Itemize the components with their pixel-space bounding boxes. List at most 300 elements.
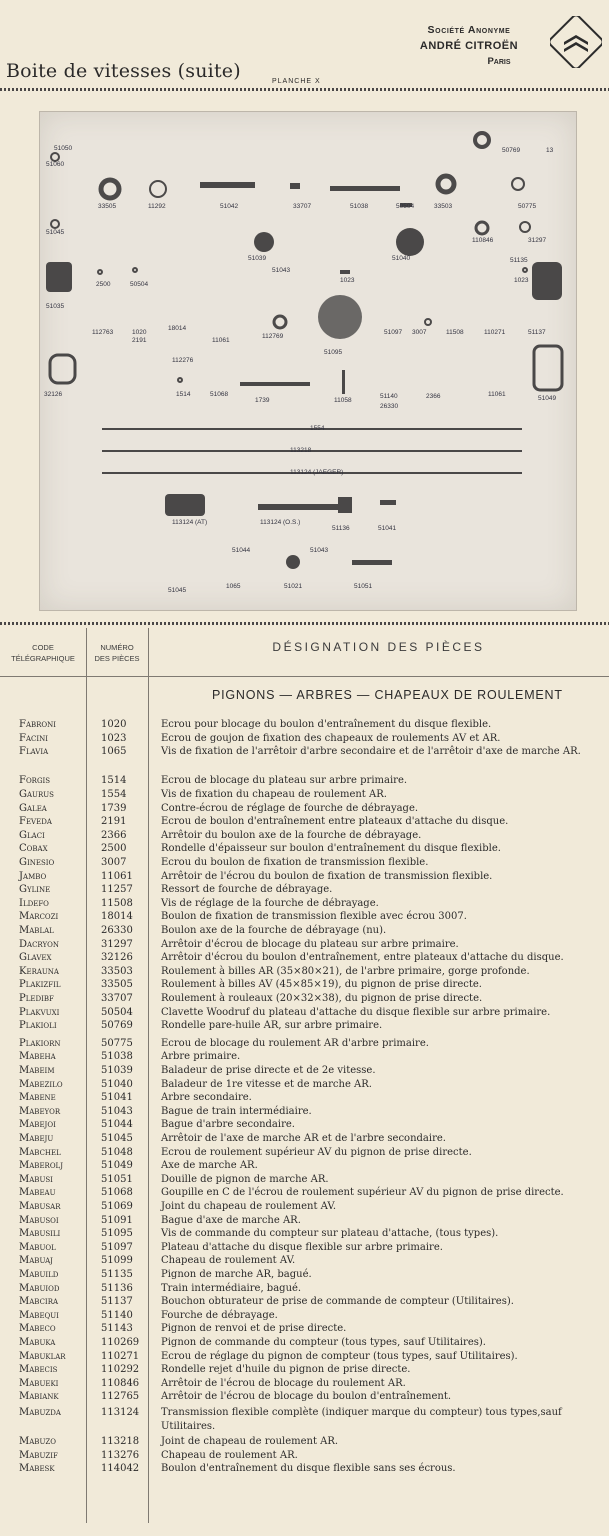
code-cell: Mabuaj [19,1255,53,1267]
part-number-cell: 50775 [101,1037,133,1049]
part-number-cell: 51137 [101,1296,133,1308]
designation-cell: Arrêtoir d'écrou de blocage du plateau sur arbre primaire. [161,938,459,950]
designation-cell: Vis de réglage de la fourche de débrayage. [161,897,379,909]
designation-cell: Vis de commande du compteur sur plateau d'attache, (tous types). [161,1228,499,1240]
table-row [0,1200,609,1214]
part-label: 51038 [350,203,369,210]
washer-shape [475,133,489,147]
designation-cell: Transmission flexible complète (indiquer marque du compteur) tous types,sauf Utilitaires. [161,1407,562,1432]
designation-cell: Arrêtoir de l'axe de marche AR et de l'arbre secondaire. [161,1133,446,1144]
designation-cell: Baladeur de 1re vitesse et de marche AR. [161,1078,372,1090]
washer-shape [476,222,488,234]
washer-shape [512,178,524,190]
part-label: 112276 [172,357,194,364]
part-number-cell: 51041 [101,1092,133,1104]
bushing-shape [338,497,352,513]
table-row [0,1019,609,1033]
designation-cell: Roulement à billes AR (35×80×21), de l'arbre primaire, gorge profonde. [161,965,530,977]
part-number-cell: 1023 [101,732,127,744]
part-number-cell: 51051 [101,1173,133,1185]
section-title: PIGNONS — ARBRES — CHAPEAUX DE ROULEMENT [212,688,563,702]
part-label: 2500 [96,281,111,288]
part-number-cell: 112765 [101,1391,140,1403]
code-cell: Mabcira [19,1296,59,1308]
table-row [0,910,609,924]
part-number-cell: 110271 [101,1350,140,1362]
page-title: Boite de vitesses (suite) [6,60,241,82]
designation-cell: Train intermédiaire, bagué. [161,1282,302,1294]
code-cell: Mabequi [19,1309,59,1321]
table-row [0,1037,609,1051]
code-cell: Mabusar [19,1201,61,1212]
part-label: 51044 [232,547,251,554]
designation-cell: Ecrou de blocage du plateau sur arbre primaire. [161,775,408,787]
code-cell: Glavex [19,952,52,964]
header-rule [0,676,609,677]
code-cell: Dacryon [19,938,59,950]
designation-cell: Pignon de commande du compteur (tous types, sauf Utilitaires). [161,1337,486,1348]
nut-shape [290,183,300,189]
part-label: 11058 [334,397,352,404]
designation-cell: Ecrou de goujon de fixation des chapeaux de roulements AV et AR. [161,732,501,744]
parts-illustration [40,112,576,610]
code-cell: Mabusi [19,1173,53,1185]
table-row [0,1214,609,1228]
part-label: 113124 (AT) [172,519,208,526]
part-label: 112769 [262,333,284,340]
fork-shape [240,382,310,386]
part-number-cell: 3007 [101,857,127,868]
washer-shape [523,268,527,272]
gear-shape [396,228,424,256]
part-label: 33503 [434,203,453,210]
part-label: 1514 [176,391,191,398]
code-cell: Mabeau [19,1187,56,1199]
code-cell: Mabusoi [19,1214,59,1226]
part-number-cell: 51048 [101,1146,133,1158]
code-cell: Mabesk [19,1463,55,1475]
code-cell: Mabuol [19,1241,56,1253]
part-label: 32126 [44,391,63,398]
part-number-cell: 51049 [101,1160,133,1172]
table-row [0,1295,609,1309]
code-cell: Pledibf [19,993,54,1004]
designation-cell: Ecrou de boulon d'entraînement entre plateaux d'attache du disque. [161,816,509,828]
table-row [0,774,609,788]
bolt-shape [342,370,345,394]
part-number-cell: 110846 [101,1377,140,1389]
code-cell: Marcozi [19,911,59,923]
designation-cell: Bague d'arbre secondaire. [161,1119,295,1131]
code-cell: Mabueki [19,1377,59,1389]
designation-cell: Boulon de fixation de transmission flexible avec écrou 3007. [161,911,467,923]
col-number-line-2: DES PIÈCES [94,654,140,663]
table-row [0,1105,609,1119]
code-cell: Jambo [19,870,47,882]
plate-label: PLANCHE X [272,78,321,85]
code-cell: Mabiank [19,1391,59,1403]
code-cell: Cobax [19,843,48,855]
part-label: 2191 [132,337,147,344]
designation-cell: Ecrou de réglage du pignon de compteur (tous types, sauf Utilitaires). [161,1350,518,1362]
company-line-3: Paris [487,56,511,67]
part-number-cell: 113124 [101,1407,140,1418]
code-cell: Mabuklar [19,1350,66,1362]
table-header [0,628,609,676]
part-label: 51140 [380,393,398,400]
part-number-cell: 113276 [101,1449,140,1461]
table-row [0,1146,609,1160]
gear-shape [254,232,274,252]
part-number-cell: 1514 [101,775,127,787]
part-label: 3007 [412,329,427,336]
table-row [0,1006,609,1020]
table-row [0,965,609,979]
part-number-cell: 51099 [101,1255,133,1267]
code-cell: Mabecis [19,1364,58,1376]
gear-shape [286,555,300,569]
table-row [0,1159,609,1173]
code-cell: Mabuka [19,1337,56,1348]
part-label: 1554 [310,425,325,432]
code-cell: Forgis [19,775,51,787]
part-number-cell: 51068 [101,1187,133,1199]
part-label: 51035 [46,303,65,310]
washer-shape [51,220,59,228]
table-row [0,1227,609,1241]
designation-cell: Arrêtoir de l'écrou de blocage du roulement AR. [161,1377,406,1389]
table-row [0,1118,609,1132]
part-label: 113124 (JAEGER) [290,469,344,476]
code-cell: Ildefo [19,897,49,909]
bearing-shape [101,180,119,198]
part-number-cell: 18014 [101,911,133,923]
table-row [0,897,609,911]
cap-shape [532,262,562,300]
gear-train-shape [165,494,205,516]
code-cell: Glaci [19,829,45,841]
code-cell: Mabeha [19,1051,56,1063]
col-designation-header: DÉSIGNATION DES PIÈCES [272,640,485,654]
part-number-cell: 26330 [101,925,133,936]
part-number-cell: 51069 [101,1201,133,1212]
part-label: 51050 [54,145,73,152]
table-row [0,1336,609,1350]
part-label: 51135 [510,257,528,264]
part-number-cell: 11508 [101,897,133,909]
designation-cell: Vis de fixation de l'arrêtoir d'arbre secondaire et de l'arrêtoir d'axe de marche AR. [161,746,581,758]
code-cell: Mabuzo [19,1436,56,1448]
table-row [0,1132,609,1146]
bolt-shape [352,560,392,565]
part-number-cell: 11061 [101,870,133,882]
table-row [0,870,609,884]
code-cell: Ginesio [19,857,55,868]
designation-cell: Bouchon obturateur de prise de commande de compteur (Utilitaires). [161,1296,514,1308]
part-label: 50504 [130,281,149,288]
part-label: 2366 [426,393,441,400]
part-number-cell: 51097 [101,1241,133,1253]
shaft-shape [200,182,255,188]
part-label: 51045 [168,587,187,594]
part-label: 33505 [98,203,117,210]
part-label: 51045 [46,229,65,236]
designation-cell: Goupille en C de l'écrou de roulement supérieur AV du pignon de prise directe. [161,1187,564,1199]
table-row [0,802,609,816]
bushing-shape [380,500,396,505]
table-row [0,1322,609,1336]
part-number-cell: 1065 [101,746,127,758]
shaft-shape [258,504,338,510]
part-number-cell: 51043 [101,1105,133,1117]
cable-shape [102,450,522,452]
table-row [0,1406,609,1432]
part-label: 110846 [472,237,494,244]
designation-cell: Axe de marche AR. [161,1160,258,1172]
code-cell: Maberolj [19,1160,64,1172]
washer-shape [51,153,59,161]
code-cell: Gyline [19,884,51,896]
table-row [0,829,609,843]
table-row [0,1254,609,1268]
code-cell: Mabeju [19,1133,54,1144]
part-label: 51043 [272,267,291,274]
table-row [0,1377,609,1391]
washer-shape [274,316,286,328]
table-row [0,842,609,856]
company-block [400,22,538,70]
table-row [0,1186,609,1200]
designation-cell: Clavette Woodruf du plateau d'attache du disque flexible sur arbre primaire. [161,1006,551,1018]
code-cell: Mabene [19,1092,56,1104]
code-cell: Fabroni [19,719,57,730]
designation-cell: Rondelle d'épaisseur sur boulon d'entraînement du disque flexible. [161,843,501,855]
part-label: 51060 [46,161,65,168]
designation-cell: Bague de train intermédiaire. [161,1105,312,1117]
code-cell: Plakioli [19,1020,57,1032]
part-label: 51040 [392,255,411,262]
washer-shape [520,222,530,232]
designation-cell: Baladeur de prise directe et de 2e vitesse. [161,1065,376,1076]
table-row [0,1390,609,1404]
part-number-cell: 33707 [101,993,133,1004]
part-number-cell: 51038 [101,1051,133,1063]
part-number-cell: 51045 [101,1133,133,1144]
table-row [0,718,609,732]
part-label: 113124 (O.S.) [260,519,301,526]
designation-cell: Arbre secondaire. [161,1092,252,1104]
designation-cell: Arrêtoir d'écrou du boulon d'entraînement, entre plateaux d'attache du disque. [161,952,564,964]
designation-cell: Joint de chapeau de roulement AR. [161,1436,339,1448]
code-cell: Mabuzif [19,1449,58,1461]
code-cell: Mabeyor [19,1105,61,1117]
part-number-cell: 51044 [101,1119,133,1131]
code-cell: Mabuild [19,1269,59,1280]
part-number-cell: 110292 [101,1364,140,1376]
part-label: 1739 [255,397,270,404]
part-number-cell: 33505 [101,979,133,991]
col-code-header [0,642,86,664]
designation-cell: Douille de pignon de marche AR. [161,1173,329,1185]
part-label: 51039 [248,255,267,262]
shaft-shape [330,186,400,191]
table-row [0,883,609,897]
part-number-cell: 2191 [101,816,127,828]
citroen-logo-icon [550,16,602,68]
table-row [0,1282,609,1296]
designation-cell: Chapeau de roulement AV. [161,1255,296,1267]
designation-cell: Ecrou de blocage du roulement AR d'arbre primaire. [161,1037,429,1049]
table-row [0,938,609,952]
designation-cell: Arbre primaire. [161,1051,241,1063]
washer-shape [425,319,431,325]
designation-cell: Ecrou pour blocage du boulon d'entraînement du disque flexible. [161,719,492,730]
table-row [0,1449,609,1463]
key-shape [340,270,350,274]
part-label: 51051 [354,583,373,590]
part-label: 51068 [210,391,229,398]
code-cell: Facini [19,732,49,744]
table-row [0,1309,609,1323]
part-label: 1023 [514,277,529,284]
designation-cell: Arrêtoir de l'écrou du boulon de fixation de transmission flexible. [161,870,493,882]
part-label: 51043 [310,547,329,554]
table-row [0,1268,609,1282]
designation-cell: Rondelle pare-huile AR, sur arbre primaire. [161,1020,383,1032]
table-row [0,1350,609,1364]
part-number-cell: 110269 [101,1337,140,1348]
part-label: 51041 [378,525,397,532]
designation-cell: Plateau d'attache du disque flexible sur arbre primaire. [161,1241,443,1253]
part-number-cell: 51135 [101,1269,133,1280]
table-row [0,1078,609,1092]
part-label: 50775 [518,203,537,210]
part-number-cell: 1739 [101,802,127,814]
designation-cell: Rondelle rejet d'huile du pignon de prise directe. [161,1364,411,1376]
part-label: 1020 [132,329,147,336]
code-cell: Mabuiod [19,1282,60,1294]
washer-shape [178,378,182,382]
part-label: 51049 [538,395,557,402]
part-number-cell: 2366 [101,829,127,841]
col-number-header [86,642,148,664]
part-number-cell: 33503 [101,965,133,977]
code-cell: Mabejoi [19,1119,56,1131]
designation-cell: Ecrou du boulon de fixation de transmission flexible. [161,857,429,868]
washer-shape [98,270,102,274]
company-line-1: Société Anonyme [427,24,511,36]
part-label: 33707 [293,203,312,210]
code-cell: Mablal [19,925,54,936]
designation-cell: Boulon axe de la fourche de débrayage (nu). [161,925,387,936]
code-cell: Plakiorn [19,1037,61,1049]
designation-cell: Roulement à billes AV (45×85×19), du pignon de prise directe. [161,979,482,991]
designation-cell: Contre-écrou de réglage de fourche de débrayage. [161,802,419,814]
table-row [0,1363,609,1377]
code-cell: Feveda [19,816,52,828]
part-number-cell: 50504 [101,1006,133,1018]
designation-cell: Arrêtoir de l'écrou de blocage du boulon d'entraînement. [161,1391,452,1403]
code-cell: Plakvuxi [19,1006,60,1018]
part-number-cell: 51136 [101,1282,133,1294]
designation-cell: Chapeau de roulement AR. [161,1449,298,1461]
code-cell: Mabezilo [19,1078,63,1090]
gasket-shape [534,346,562,390]
part-number-cell: 31297 [101,938,133,950]
part-number-cell: 32126 [101,952,133,964]
designation-cell: Joint du chapeau de roulement AV. [161,1201,337,1212]
part-label: 1023 [340,277,355,284]
part-label: 11292 [148,203,166,210]
designation-cell: Pignon de marche AR, bagué. [161,1269,312,1280]
part-label: 51095 [324,349,343,356]
part-label: 51136 [332,525,350,532]
table-row [0,1462,609,1476]
designation-cell: Boulon d'entraînement du disque flexible sans ses écrous. [161,1463,456,1475]
part-label: 1065 [226,583,241,590]
col-code-line-2: TÉLÉGRAPHIQUE [11,654,75,663]
code-cell: Flavia [19,746,49,758]
part-number-cell: 51040 [101,1078,133,1090]
part-number-cell: 11257 [101,884,133,896]
part-number-cell: 51091 [101,1214,133,1226]
code-cell: Kerauna [19,965,59,977]
designation-cell: Vis de fixation du chapeau de roulement AR. [161,789,387,800]
part-number-cell: 51039 [101,1065,133,1076]
designation-cell: Ressort de fourche de débrayage. [161,884,333,896]
part-number-cell: 113218 [101,1436,140,1448]
part-label: 13 [546,147,554,154]
part-number-cell: 114042 [101,1463,140,1475]
part-label: 110271 [484,329,506,336]
parts-photo [39,111,577,611]
table-row [0,978,609,992]
gasket-shape [50,355,75,383]
bearing-shape [438,176,454,192]
table-row [0,1173,609,1187]
company-line-2: ANDRÉ CITROËN [419,40,519,52]
plate-shape [318,295,362,339]
part-number-cell: 2500 [101,843,127,855]
table-row [0,1064,609,1078]
table-row [0,856,609,870]
code-cell: Plakizfil [19,979,61,991]
code-cell: Galea [19,802,47,814]
table-row [0,732,609,746]
part-label: 50504 [396,203,415,210]
table-row [0,1091,609,1105]
part-number-cell: 1020 [101,719,127,730]
part-label: 26330 [380,403,399,410]
part-label: 18014 [168,325,187,332]
part-number-cell: 51143 [101,1323,133,1335]
code-cell: Mabusili [19,1228,61,1240]
part-label: 31297 [528,237,547,244]
part-number-cell: 1554 [101,789,127,800]
designation-cell: Roulement à rouleaux (20×32×38), du pignon de prise directe. [161,993,483,1004]
table-row [0,1435,609,1449]
washer-shape [133,268,137,272]
table-divider [0,622,609,625]
designation-cell: Bague d'axe de marche AR. [161,1214,301,1226]
part-label: 51042 [220,203,239,210]
table-row [0,951,609,965]
code-cell: Gaurus [19,789,54,800]
designation-cell: Pignon de renvoi et de prise directe. [161,1323,347,1335]
designation-cell: Fourche de débrayage. [161,1309,278,1321]
designation-cell: Arrêtoir du boulon axe de la fourche de débrayage. [161,829,422,841]
washer-shape [150,181,166,197]
